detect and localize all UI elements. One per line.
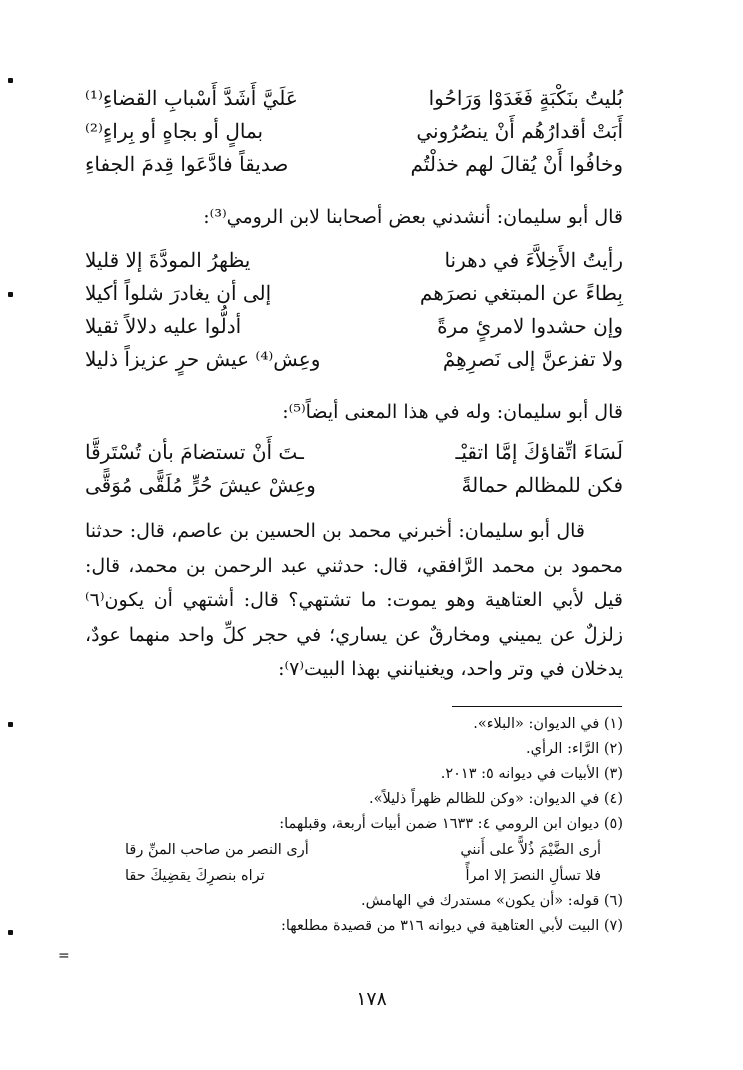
verse-hemistich: فكن للمظالم حمالةً [461, 473, 623, 497]
verse [85, 473, 623, 506]
footnote-divider [452, 706, 622, 707]
continuation-mark: = [58, 948, 70, 964]
footnote: (٧) البيت لأبي العتاهية في ديوانه ٣١٦ من قصيدة مطلعها: [280, 918, 623, 934]
prose-paragraph [85, 514, 623, 687]
poem-2 [85, 248, 623, 380]
poem-3 [85, 440, 623, 506]
verse-hemistich: بِطاءً عن المبتغي نصرَهم [419, 281, 623, 305]
section-heading: قال أبو سليمان: أنشدني بعض أصحابنا لابن الرومي⁽³⁾: [203, 206, 623, 228]
verse-hemistich: إلى أن يغادرَ شلواً أكيلا [85, 281, 272, 305]
verse [85, 281, 623, 314]
verse-hemistich: بُليتُ بنَكْبَةٍ فَغَدَوْا وَرَاحُوا [428, 86, 623, 110]
verse-hemistich: أدلُّوا عليه دلالاً ثقيلا [85, 314, 242, 338]
verse-hemistich: يظهرُ المودَّةَ إلا قليلا [85, 248, 251, 272]
verse-hemistich: وإن حشدوا لامرئٍ مرةً [437, 314, 623, 338]
verse-hemistich: ولا تفزعنَّ إلى نَصرِهِمْ [442, 347, 623, 371]
verse [85, 440, 623, 473]
margin-mark [8, 930, 13, 935]
prose-text: محمود بن محمد الرَّافقي، قال: حدثني عبد الرحمن بن محمد، قال: قيل لأبي العتاهية وهو يموت: ما تشتهي؟ قال: أشتهي أن يكون⁽٦⁾ زلزلٌ عن يميني ومخارقٌ عن يساري؛ في حجر كلِّ واحد منهما عودٌ، يدخلان في وتر واحد، ويغنيانني بهذا البيت⁽٧⁾: [85, 554, 623, 680]
verse-hemistich: فلا تسألِ النصرَ إلا امرأً [465, 868, 601, 884]
footnote: (١) في الديوان: «البلاء». [473, 716, 623, 732]
verse [85, 314, 623, 347]
verse [85, 248, 623, 281]
margin-mark [8, 78, 13, 83]
footnotes [85, 712, 623, 939]
footnote: (٦) قوله: «أن يكون» مستدرك في الهامش. [361, 893, 623, 909]
verse-hemistich: وخافُوا أَنْ يُقالَ لهم خذلْتُم [410, 152, 623, 176]
verse [85, 152, 623, 185]
footnote: (٥) ديوان ابن الرومي ٤: ١٦٣٣ ضمن أبيات أربعة، وقبلهما: [279, 816, 623, 832]
verse-hemistich: وعِشْ عيشَ حُرٍّ مُلَقًّى مُوَقًّى [85, 473, 316, 497]
verse-hemistich: أرى النصر من صاحب المنِّ رقا [125, 842, 309, 858]
footnote: (٢) الرَّاء: الرأي. [526, 741, 623, 757]
verse-hemistich: لَسَاءَ اتِّقاؤكَ إمَّا اتقيْـ [455, 440, 623, 464]
footnote: (٣) الأبيات في ديوانه ٥: ٢٠١٣. [440, 766, 623, 782]
verse-hemistich: بمالٍ أو بجاهٍ أو بِراءٍ⁽²⁾ [85, 119, 264, 143]
verse-hemistich: أَبَتْ أقدارُهُم أَنْ ينصُرُوني [416, 119, 623, 143]
poem-1 [85, 86, 623, 185]
footnote: (٤) في الديوان: «وكن للظالم ظهراً ذليلاً». [369, 791, 623, 807]
verse [85, 119, 623, 152]
verse-hemistich: وعِش⁽⁴⁾ عيش حرٍ عزيزاً ذليلا [85, 347, 321, 371]
footnote-verse [85, 863, 623, 889]
verse [85, 86, 623, 119]
verse [85, 347, 623, 380]
verse-hemistich: أرى الضَّيْمَ ذُلاًّ على أَنني [460, 842, 601, 858]
verse-hemistich: صديقاً فادَّعَوا قِدمَ الجفاءِ [85, 152, 289, 176]
page-number: ١٧٨ [356, 988, 387, 1010]
verse-hemistich: عَلَيَّ أَشَدَّ أَسْبابِ القضاءِ⁽¹⁾ [85, 86, 298, 110]
prose-first-line: قال أبو سليمان: أخبرني محمد بن الحسين بن عاصم، قال: حدثنا [85, 520, 585, 542]
margin-mark [8, 292, 13, 297]
margin-mark [8, 722, 13, 727]
footnote-verse [85, 837, 623, 863]
verse-hemistich: رأيتُ الأَخِلاَّءَ في دهرنا [444, 248, 623, 272]
verse-hemistich: تراه بنصرِكَ يقضِيكَ حقا [125, 868, 265, 884]
section-heading: قال أبو سليمان: وله في هذا المعنى أيضاً⁽⁵⁾: [282, 401, 623, 423]
verse-hemistich: ـتَ أَنْ تستضامَ بأن تُسْتَرقَّا [85, 440, 304, 464]
